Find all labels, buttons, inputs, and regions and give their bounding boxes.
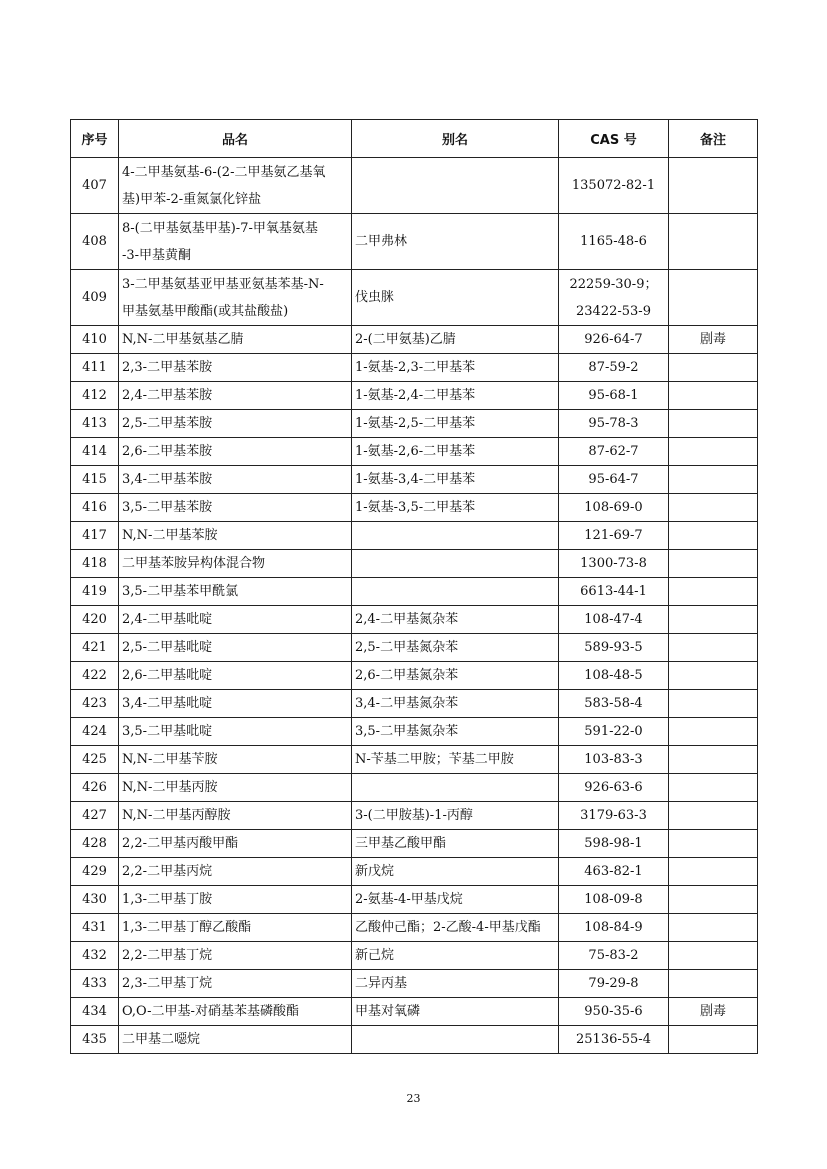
cas-number bbox=[559, 774, 669, 802]
chemical-alias bbox=[352, 522, 559, 550]
remark bbox=[669, 270, 758, 326]
row-number: 409 bbox=[71, 270, 119, 326]
remark bbox=[669, 662, 758, 690]
table-row bbox=[71, 830, 758, 858]
chemical-name bbox=[119, 998, 352, 1026]
chemical-name bbox=[119, 550, 352, 578]
cas-number bbox=[559, 998, 669, 1026]
table-row bbox=[71, 522, 758, 550]
table-row bbox=[71, 354, 758, 382]
cas-number bbox=[559, 718, 669, 746]
table-row bbox=[71, 270, 758, 326]
chemical-alias bbox=[352, 578, 559, 606]
header-alias: 别名 bbox=[352, 120, 559, 158]
cas-number-line: 95-78-3 bbox=[588, 416, 639, 431]
chemical-name bbox=[119, 494, 352, 522]
remark bbox=[669, 830, 758, 858]
remark bbox=[669, 354, 758, 382]
chemical-name-line: 2,3-二甲基丁烷 bbox=[122, 976, 213, 991]
table-row bbox=[71, 858, 758, 886]
row-number: 427 bbox=[71, 802, 119, 830]
chemical-name bbox=[119, 410, 352, 438]
chemical-name-line: 2,4-二甲基吡啶 bbox=[122, 612, 213, 627]
row-number: 412 bbox=[71, 382, 119, 410]
remark bbox=[669, 522, 758, 550]
table-row bbox=[71, 214, 758, 270]
chemical-alias bbox=[352, 634, 559, 662]
chemical-alias-line: 1-氨基-3,4-二甲基苯 bbox=[355, 472, 476, 487]
cas-number-line: 926-63-6 bbox=[584, 780, 643, 795]
chemical-alias-line: 二异丙基 bbox=[355, 976, 408, 991]
cas-number bbox=[559, 522, 669, 550]
chemical-alias-line: 2,6-二甲基氮杂苯 bbox=[355, 668, 459, 683]
row-number: 430 bbox=[71, 886, 119, 914]
cas-number bbox=[559, 886, 669, 914]
cas-number-line: 87-59-2 bbox=[588, 360, 639, 375]
cas-number-line: 6613-44-1 bbox=[580, 584, 647, 599]
table-row bbox=[71, 438, 758, 466]
table-row bbox=[71, 662, 758, 690]
table-row bbox=[71, 914, 758, 942]
cas-number bbox=[559, 494, 669, 522]
cas-number-line: 926-64-7 bbox=[584, 332, 643, 347]
header-note: 备注 bbox=[669, 120, 758, 158]
cas-number bbox=[559, 970, 669, 998]
row-number: 413 bbox=[71, 410, 119, 438]
chemical-name-line: 2,2-二甲基丁烷 bbox=[122, 948, 213, 963]
chemical-alias bbox=[352, 914, 559, 942]
row-number: 407 bbox=[71, 158, 119, 214]
chemical-alias bbox=[352, 1026, 559, 1054]
remark bbox=[669, 690, 758, 718]
chemical-name-line: N,N-二甲基丙胺 bbox=[122, 780, 218, 795]
cas-number bbox=[559, 802, 669, 830]
chemical-alias bbox=[352, 662, 559, 690]
cas-number bbox=[559, 158, 669, 214]
chemical-name-line: 2,6-二甲基苯胺 bbox=[122, 444, 213, 459]
chemical-alias-line: 2-(二甲氨基)乙腈 bbox=[355, 332, 456, 347]
chemical-name-line: 3,5-二甲基苯胺 bbox=[122, 500, 213, 515]
cas-number-line: 22259-30-9； bbox=[569, 276, 658, 292]
chemical-alias-line: 1-氨基-2,3-二甲基苯 bbox=[355, 360, 476, 375]
cas-number bbox=[559, 830, 669, 858]
chemical-name bbox=[119, 606, 352, 634]
table-row bbox=[71, 326, 758, 354]
chemical-alias-line: 1-氨基-3,5-二甲基苯 bbox=[355, 500, 476, 515]
chemical-name bbox=[119, 522, 352, 550]
cas-number bbox=[559, 550, 669, 578]
row-number: 420 bbox=[71, 606, 119, 634]
row-number: 416 bbox=[71, 494, 119, 522]
table-row bbox=[71, 382, 758, 410]
cas-number-line: 103-83-3 bbox=[584, 752, 643, 767]
row-number: 425 bbox=[71, 746, 119, 774]
chemical-alias-line: 2,5-二甲基氮杂苯 bbox=[355, 640, 459, 655]
chemical-name bbox=[119, 690, 352, 718]
chemical-name-line: 2,3-二甲基苯胺 bbox=[122, 360, 213, 375]
remark: 剧毒 bbox=[669, 326, 758, 354]
cas-number bbox=[559, 858, 669, 886]
remark bbox=[669, 858, 758, 886]
cas-number-line: 79-29-8 bbox=[588, 976, 639, 991]
chemical-name-line: 基)甲苯-2-重氮氯化锌盐 bbox=[122, 191, 262, 207]
chemical-name bbox=[119, 774, 352, 802]
row-number: 426 bbox=[71, 774, 119, 802]
cas-number bbox=[559, 914, 669, 942]
chemicals-table bbox=[70, 119, 758, 1054]
page-number: 23 bbox=[406, 1092, 421, 1105]
chemical-name-line: 3,5-二甲基吡啶 bbox=[122, 724, 213, 739]
table-row bbox=[71, 718, 758, 746]
chemical-name bbox=[119, 354, 352, 382]
row-number: 415 bbox=[71, 466, 119, 494]
chemical-name bbox=[119, 718, 352, 746]
remark bbox=[669, 746, 758, 774]
chemical-alias-line: 新戊烷 bbox=[355, 864, 395, 879]
chemical-name bbox=[119, 886, 352, 914]
chemical-alias bbox=[352, 214, 559, 270]
chemical-alias bbox=[352, 606, 559, 634]
cas-number bbox=[559, 606, 669, 634]
cas-number bbox=[559, 270, 669, 326]
chemical-name bbox=[119, 802, 352, 830]
table-row bbox=[71, 886, 758, 914]
cas-number bbox=[559, 326, 669, 354]
chemical-alias bbox=[352, 718, 559, 746]
row-number: 429 bbox=[71, 858, 119, 886]
remark bbox=[669, 578, 758, 606]
cas-number bbox=[559, 438, 669, 466]
cas-number bbox=[559, 746, 669, 774]
table-row bbox=[71, 970, 758, 998]
chemical-name-line: 3,5-二甲基苯甲酰氯 bbox=[122, 584, 239, 599]
chemical-alias-line: 3-(二甲胺基)-1-丙醇 bbox=[355, 808, 473, 823]
remark bbox=[669, 970, 758, 998]
cas-number-line: 598-98-1 bbox=[584, 836, 643, 851]
chemical-alias bbox=[352, 438, 559, 466]
remark bbox=[669, 718, 758, 746]
remark bbox=[669, 410, 758, 438]
chemical-name bbox=[119, 466, 352, 494]
row-number: 411 bbox=[71, 354, 119, 382]
chemical-name bbox=[119, 942, 352, 970]
cas-number-line: 108-84-9 bbox=[584, 920, 643, 935]
table-header-row bbox=[71, 120, 758, 158]
cas-number-line: 463-82-1 bbox=[584, 864, 643, 879]
chemical-name bbox=[119, 1026, 352, 1054]
chemical-alias bbox=[352, 886, 559, 914]
row-number: 422 bbox=[71, 662, 119, 690]
remark bbox=[669, 886, 758, 914]
chemical-name-line: 2,5-二甲基苯胺 bbox=[122, 416, 213, 431]
table-row bbox=[71, 746, 758, 774]
table-row bbox=[71, 998, 758, 1026]
chemical-name bbox=[119, 578, 352, 606]
table-row bbox=[71, 158, 758, 214]
chemical-name-line: 二甲基二噁烷 bbox=[122, 1032, 201, 1047]
row-number: 414 bbox=[71, 438, 119, 466]
header-num: 序号 bbox=[71, 120, 119, 158]
remark bbox=[669, 382, 758, 410]
remark bbox=[669, 494, 758, 522]
cas-number-line: 87-62-7 bbox=[588, 444, 639, 459]
remark bbox=[669, 438, 758, 466]
cas-number-line: 108-48-5 bbox=[584, 668, 643, 683]
remark bbox=[669, 466, 758, 494]
row-number: 428 bbox=[71, 830, 119, 858]
remark bbox=[669, 158, 758, 214]
chemical-alias-line: 2,4-二甲基氮杂苯 bbox=[355, 612, 459, 627]
chemical-alias-line: 1-氨基-2,5-二甲基苯 bbox=[355, 416, 476, 431]
chemical-alias-line: 伐虫脒 bbox=[355, 290, 395, 305]
header-name: 品名 bbox=[119, 120, 352, 158]
cas-number-line: 1300-73-8 bbox=[580, 556, 647, 571]
chemicals-table-container bbox=[70, 119, 757, 1054]
chemical-name bbox=[119, 830, 352, 858]
chemical-alias-line: 二甲弗林 bbox=[355, 234, 408, 249]
cas-number bbox=[559, 354, 669, 382]
chemical-alias bbox=[352, 354, 559, 382]
cas-number-line: 23422-53-9 bbox=[576, 303, 651, 319]
chemical-name-line: 3-二甲基氨基亚甲基亚氨基苯基-N- bbox=[122, 276, 324, 292]
chemical-alias bbox=[352, 494, 559, 522]
chemical-name bbox=[119, 970, 352, 998]
chemical-name-line: 2,2-二甲基丙酸甲酯 bbox=[122, 836, 239, 851]
cas-number bbox=[559, 410, 669, 438]
chemical-name-line: O,O-二甲基-对硝基苯基磷酸酯 bbox=[122, 1004, 299, 1019]
chemical-alias-line: 新己烷 bbox=[355, 948, 395, 963]
chemical-alias-line: 2-氨基-4-甲基戊烷 bbox=[355, 892, 463, 907]
remark bbox=[669, 634, 758, 662]
chemical-name-line: 2,6-二甲基吡啶 bbox=[122, 668, 213, 683]
chemical-alias bbox=[352, 830, 559, 858]
row-number: 434 bbox=[71, 998, 119, 1026]
chemical-name-line: N,N-二甲基丙醇胺 bbox=[122, 808, 231, 823]
chemical-alias bbox=[352, 158, 559, 214]
chemical-alias bbox=[352, 270, 559, 326]
chemical-name-line: 2,5-二甲基吡啶 bbox=[122, 640, 213, 655]
cas-number-line: 950-35-6 bbox=[584, 1004, 643, 1019]
row-number: 421 bbox=[71, 634, 119, 662]
cas-number-line: 75-83-2 bbox=[588, 948, 639, 963]
table-row bbox=[71, 494, 758, 522]
chemical-alias-line: 三甲基乙酸甲酯 bbox=[355, 836, 447, 851]
chemical-alias-line: N-苄基二甲胺；苄基二甲胺 bbox=[355, 752, 514, 767]
chemical-alias bbox=[352, 326, 559, 354]
cas-number-line: 25136-55-4 bbox=[576, 1032, 651, 1047]
chemical-name bbox=[119, 382, 352, 410]
row-number: 423 bbox=[71, 690, 119, 718]
chemical-alias-line: 3,5-二甲基氮杂苯 bbox=[355, 724, 459, 739]
chemical-alias bbox=[352, 466, 559, 494]
chemical-alias-line: 1-氨基-2,4-二甲基苯 bbox=[355, 388, 476, 403]
chemical-name bbox=[119, 270, 352, 326]
chemical-name-line: 1,3-二甲基丁醇乙酸酯 bbox=[122, 920, 252, 935]
cas-number bbox=[559, 690, 669, 718]
chemical-name bbox=[119, 326, 352, 354]
cas-number bbox=[559, 1026, 669, 1054]
cas-number bbox=[559, 578, 669, 606]
cas-number bbox=[559, 466, 669, 494]
chemical-alias bbox=[352, 970, 559, 998]
chemical-alias-line: 1-氨基-2,6-二甲基苯 bbox=[355, 444, 476, 459]
cas-number-line: 583-58-4 bbox=[584, 696, 643, 711]
remark bbox=[669, 942, 758, 970]
remark: 剧毒 bbox=[669, 998, 758, 1026]
chemical-alias bbox=[352, 998, 559, 1026]
chemical-name bbox=[119, 214, 352, 270]
table-row bbox=[71, 466, 758, 494]
cas-number-line: 95-64-7 bbox=[588, 472, 639, 487]
remark bbox=[669, 1026, 758, 1054]
chemical-alias bbox=[352, 382, 559, 410]
table-row bbox=[71, 774, 758, 802]
remark bbox=[669, 774, 758, 802]
chemical-name-line: 1,3-二甲基丁胺 bbox=[122, 892, 213, 907]
cas-number-line: 108-47-4 bbox=[584, 612, 643, 627]
chemical-alias-line: 乙酸仲己酯；2-乙酸-4-甲基戊酯 bbox=[355, 920, 541, 935]
cas-number bbox=[559, 214, 669, 270]
chemical-alias bbox=[352, 774, 559, 802]
table-row bbox=[71, 578, 758, 606]
chemical-alias bbox=[352, 550, 559, 578]
table-row bbox=[71, 802, 758, 830]
chemical-name-line: N,N-二甲基氨基乙腈 bbox=[122, 332, 244, 347]
chemical-name bbox=[119, 634, 352, 662]
chemical-alias bbox=[352, 858, 559, 886]
chemical-name-line: 3,4-二甲基苯胺 bbox=[122, 472, 213, 487]
remark bbox=[669, 606, 758, 634]
remark bbox=[669, 802, 758, 830]
chemical-alias bbox=[352, 746, 559, 774]
chemical-name-line: 2,4-二甲基苯胺 bbox=[122, 388, 213, 403]
header-cas: CAS 号 bbox=[559, 120, 669, 158]
chemical-name bbox=[119, 914, 352, 942]
cas-number bbox=[559, 382, 669, 410]
chemical-name-line: 4-二甲基氨基-6-(2-二甲基氨乙基氧 bbox=[122, 164, 326, 180]
chemical-alias-line: 甲基对氧磷 bbox=[355, 1004, 421, 1019]
cas-number bbox=[559, 634, 669, 662]
row-number: 410 bbox=[71, 326, 119, 354]
cas-number-line: 591-22-0 bbox=[584, 724, 643, 739]
chemical-name-line: 2,2-二甲基丙烷 bbox=[122, 864, 213, 879]
row-number: 424 bbox=[71, 718, 119, 746]
table-row bbox=[71, 1026, 758, 1054]
chemical-name bbox=[119, 438, 352, 466]
chemical-name-line: -3-甲基黄酮 bbox=[122, 247, 192, 263]
cas-number-line: 108-09-8 bbox=[584, 892, 643, 907]
chemical-name-line: N,N-二甲基苄胺 bbox=[122, 752, 218, 767]
chemical-alias-line: 3,4-二甲基氮杂苯 bbox=[355, 696, 459, 711]
cas-number-line: 3179-63-3 bbox=[580, 808, 647, 823]
row-number: 433 bbox=[71, 970, 119, 998]
remark bbox=[669, 550, 758, 578]
table-row bbox=[71, 942, 758, 970]
chemical-alias bbox=[352, 410, 559, 438]
row-number: 418 bbox=[71, 550, 119, 578]
table-body bbox=[71, 158, 758, 1054]
chemical-name bbox=[119, 858, 352, 886]
cas-number-line: 1165-48-6 bbox=[580, 234, 647, 249]
table-row bbox=[71, 606, 758, 634]
cas-number-line: 95-68-1 bbox=[588, 388, 639, 403]
chemical-alias bbox=[352, 942, 559, 970]
chemical-name bbox=[119, 746, 352, 774]
cas-number-line: 135072-82-1 bbox=[571, 178, 656, 193]
remark bbox=[669, 214, 758, 270]
chemical-alias bbox=[352, 802, 559, 830]
row-number: 417 bbox=[71, 522, 119, 550]
row-number: 419 bbox=[71, 578, 119, 606]
chemical-name-line: 二甲基苯胺异构体混合物 bbox=[122, 556, 266, 571]
cas-number-line: 108-69-0 bbox=[584, 500, 643, 515]
row-number: 431 bbox=[71, 914, 119, 942]
cas-number-line: 121-69-7 bbox=[584, 528, 643, 543]
chemical-name-line: 8-(二甲基氨基甲基)-7-甲氧基氨基 bbox=[122, 220, 318, 236]
table-row bbox=[71, 410, 758, 438]
cas-number-line: 589-93-5 bbox=[584, 640, 643, 655]
cas-number bbox=[559, 942, 669, 970]
remark bbox=[669, 914, 758, 942]
row-number: 432 bbox=[71, 942, 119, 970]
table-row bbox=[71, 634, 758, 662]
table-row bbox=[71, 690, 758, 718]
chemical-name-line: 甲基氨基甲酸酯(或其盐酸盐) bbox=[122, 303, 289, 319]
table-row bbox=[71, 550, 758, 578]
chemical-name bbox=[119, 662, 352, 690]
chemical-name-line: 3,4-二甲基吡啶 bbox=[122, 696, 213, 711]
row-number: 435 bbox=[71, 1026, 119, 1054]
chemical-name bbox=[119, 158, 352, 214]
chemical-alias bbox=[352, 690, 559, 718]
cas-number bbox=[559, 662, 669, 690]
chemical-name-line: N,N-二甲基苯胺 bbox=[122, 528, 218, 543]
row-number: 408 bbox=[71, 214, 119, 270]
